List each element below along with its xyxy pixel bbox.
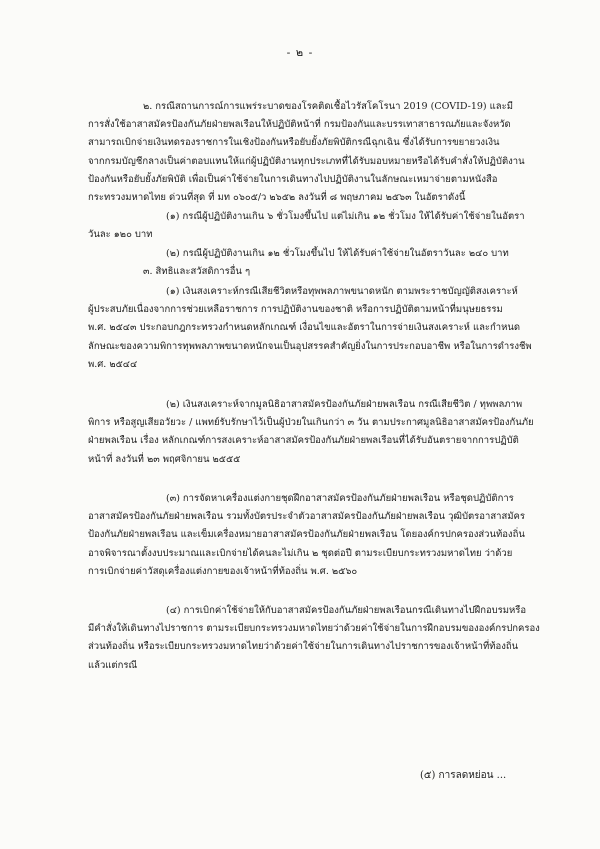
text-line: กระทรวงมหาดไทย ด่วนที่สุด ที่ มท ๐๖๐๕/ว ๒๖๕๒ ลงวันที่ ๘ พฤษภาคม ๒๕๖๓ ในอัตราดังนี้ [88, 191, 466, 203]
text-line: จากกรมบัญชีกลางเป็นค่าตอบแทนให้แก่ผู้ปฏิบัติงานทุกประเภทที่ได้รับมอบหมายหรือได้รับคำสั่งให้ปฏิบัติงาน [88, 155, 525, 167]
paragraph-item-3-4 [88, 602, 548, 675]
text-line: ลักษณะของความพิการทุพพลภาพขนาดหนักจนเป็นอุปสรรคสำคัญยิ่งในการประกอบอาชีพ หรือในการดำรงชีพ [88, 340, 532, 352]
text-line: (๒) เงินสงเคราะห์จากมูลนิธิอาสาสมัครป้องกันภัยฝ่ายพลเรือน กรณีเสียชีวิต / ทุพพลภาพ [166, 399, 523, 410]
page-number: - ๒ - [286, 46, 314, 59]
text-line: ป้องกันหรือยับยั้งภัยพิบัติ เพื่อเป็นค่าใช้จ่ายในการเดินทางไปปฏิบัติงานในลักษณะเหมาจ่ายตามหนังสือ [88, 173, 498, 185]
text-line: ส่วนท้องถิ่น หรือระเบียบกระทรวงมหาดไทยว่าด้วยค่าใช้จ่ายในการเดินทางไปราชการของเจ้าหน้าที่ท้องถิ่น [88, 641, 519, 653]
text-line: แล้วแต่กรณี [88, 659, 138, 671]
text-line: วันละ ๑๒๐ บาท [88, 229, 153, 241]
text-line: (๑) เงินสงเคราะห์กรณีเสียชีวิตหรือทุพพลภาพขนาดหนัก ตามพระราชบัญญัติสงเคราะห์ [166, 286, 518, 297]
text-line: (๒) กรณีผู้ปฏิบัติงานเกิน ๑๒ ชั่วโมงขึ้นไป ให้ได้รับค่าใช้จ่ายในอัตราวันละ ๒๔๐ บาท [166, 248, 509, 259]
text-line: สามารถเบิกจ่ายเงินทดรองราชการในเชิงป้องกันหรือยับยั้งภัยพิบัติกรณีฉุกเฉิน ซึ่งได้รับการขยายวงเงิน [88, 137, 500, 149]
section-3-title [88, 263, 548, 281]
text-line: การสั่งใช้อาสาสมัครป้องกันภัยฝ่ายพลเรือนให้ปฏิบัติหน้าที่ กรมป้องกันและบรรเทาสาธารณภัยและจังหวัด [88, 119, 511, 131]
paragraph-section-2 [88, 98, 548, 207]
text-line: ผู้ประสบภัยเนื่องจากการช่วยเหลือราชการ การปฏิบัติงานของชาติ หรือการปฏิบัติตามหน้าที่มนุษยธรรม [88, 304, 503, 316]
text-line: มีคำสั่งให้เดินทางไปราชการ ตามระเบียบกระทรวงมหาดไทยว่าด้วยค่าใช้จ่ายในการฝึกอบรมขององค์กรปกครอง [88, 623, 540, 635]
paragraph-item-2-1 [88, 208, 548, 244]
text-line: อาจพิจารณาตั้งงบประมาณและเบิกจ่ายได้คนละไม่เกิน ๒ ชุดต่อปี ตามระเบียบกระทรวงมหาดไทย ว่าด้วย [88, 547, 513, 559]
continuation-note: (๕) การลดหย่อน ... [420, 770, 507, 781]
paragraph-item-3-1 [88, 283, 548, 374]
text-line: พิการ หรือสูญเสียอวัยวะ / แพทย์รับรักษาไว้เป็นผู้ป่วยในเกินกว่า ๓ วัน ตามประกาศมูลนิธิอาสาสมัครป้องกันภัย [88, 417, 534, 429]
text-line: หน้าที่ ลงวันที่ ๒๓ พฤศจิกายน ๒๕๕๕ [88, 453, 241, 465]
text-line: พ.ศ. ๒๕๔๔ [88, 358, 138, 370]
paragraph-item-3-2 [88, 396, 548, 469]
text-line: การเบิกจ่ายค่าวัสดุเครื่องแต่งกายของเจ้าหน้าที่ท้องถิ่น พ.ศ. ๒๕๖๐ [88, 565, 358, 577]
text-line: พ.ศ. ๒๕๔๓ ประกอบกฎกระทรวงกำหนดหลักเกณฑ์ เงื่อนไขและอัตราในการจ่ายเงินสงเคราะห์ และกำหนด [88, 322, 521, 334]
text-line: อาสาสมัครป้องกันภัยฝ่ายพลเรือน รวมทั้งบัตรประจำตัวอาสาสมัครป้องกันภัยฝ่ายพลเรือน วุฒิบัตรอาสาสมัคร [88, 511, 525, 523]
paragraph-item-3-3 [88, 490, 548, 581]
text-line: ๓. สิทธิและสวัสดิการอื่น ๆ [143, 266, 251, 277]
text-line: ป้องกันภัยฝ่ายพลเรือน และเข็มเครื่องหมายอาสาสมัครป้องกันภัยฝ่ายพลเรือน โดยองค์กรปกครองส่วนท้องถิ่น [88, 529, 525, 541]
text-line: (๓) การจัดหาเครื่องแต่งกายชุดฝึกอาสาสมัครป้องกันภัยฝ่ายพลเรือน หรือชุดปฏิบัติการ [166, 493, 514, 504]
text-line: ๒. กรณีสถานการณ์การแพร่ระบาดของโรคติดเชื้อไวรัสโคโรนา 2019 (COVID-19) และมี [143, 101, 513, 112]
paragraph-item-2-2 [88, 245, 548, 263]
text-line: ฝ่ายพลเรือน เรื่อง หลักเกณฑ์การสงเคราะห์อาสาสมัครป้องกันภัยฝ่ายพลเรือนที่ได้รับอันตรายจากการปฏิบัติ [88, 435, 519, 447]
text-line: (๑) กรณีผู้ปฏิบัติงานเกิน ๖ ชั่วโมงขึ้นไป แต่ไม่เกิน ๑๒ ชั่วโมง ให้ได้รับค่าใช้จ่ายในอัตรา [166, 211, 525, 222]
text-line: (๔) การเบิกค่าใช้จ่ายให้กับอาสาสมัครป้องกันภัยฝ่ายพลเรือนกรณีเดินทางไปฝึกอบรมหรือ [166, 605, 527, 616]
